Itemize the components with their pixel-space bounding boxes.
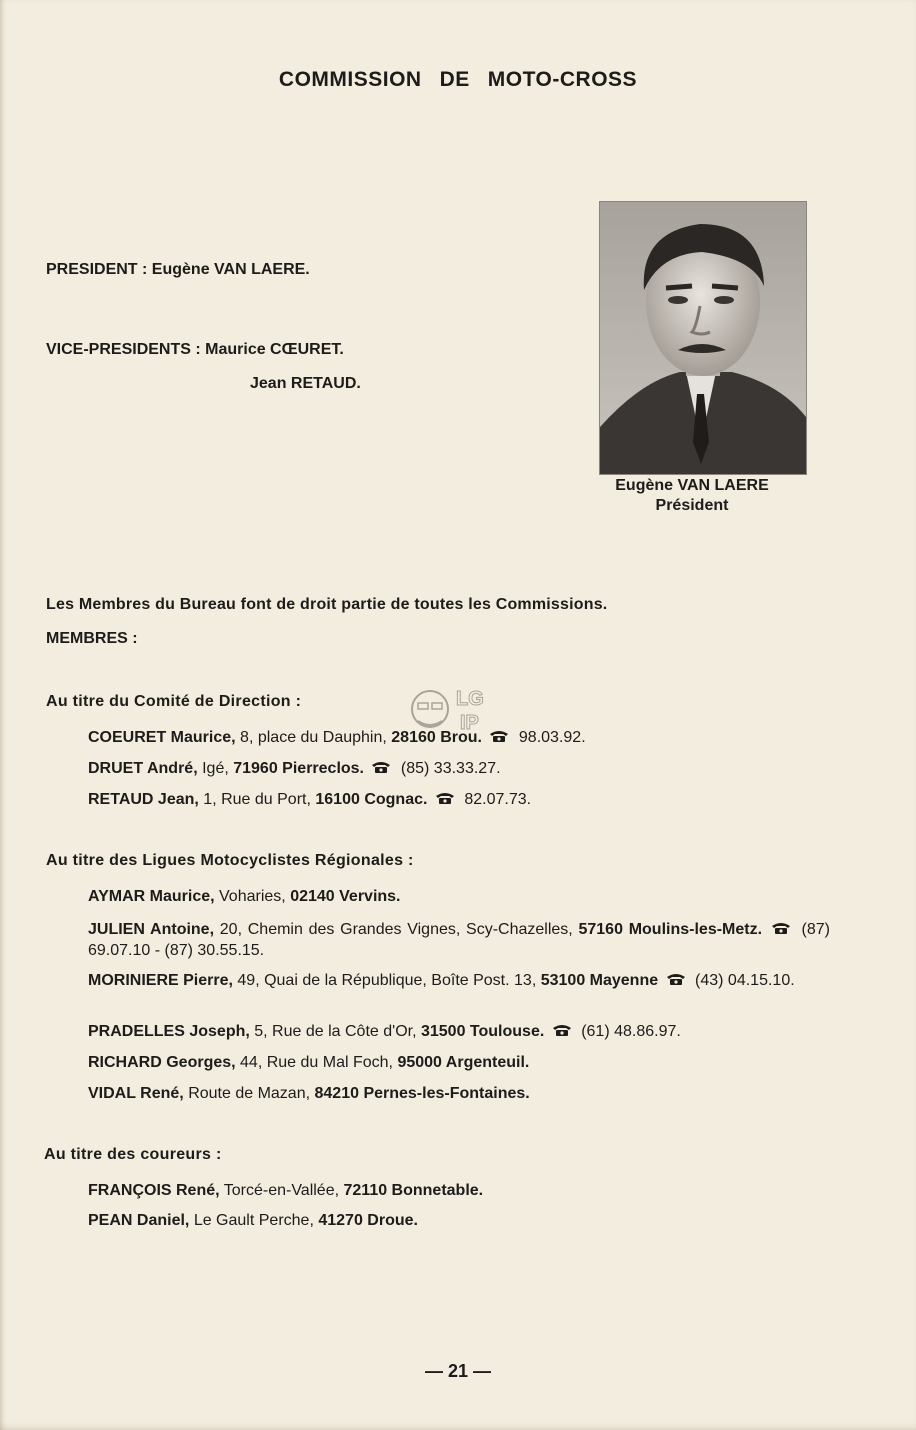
- membres-label: MEMBRES :: [46, 630, 138, 647]
- member-address: 49, Quai de la République, Boîte Post. 13,: [237, 972, 537, 989]
- vice-president-name-1: Maurice CŒURET.: [205, 341, 344, 358]
- title-word-3: MOTO-CROSS: [487, 68, 638, 91]
- title-word-1: COMMISSION: [278, 68, 422, 91]
- svg-text:IP: IP: [460, 712, 479, 734]
- member-address: 44, Rue du Mal Foch,: [240, 1054, 393, 1071]
- member-name: MORINIERE Pierre,: [88, 972, 233, 989]
- member-town: 57160 Moulins-les-Metz.: [578, 921, 763, 938]
- member-entry: [88, 886, 830, 907]
- member-town: 31500 Toulouse.: [420, 1023, 545, 1040]
- photo-caption-name: Eugène VAN LAERE: [615, 477, 769, 494]
- member-address: 5, Rue de la Côte d'Or,: [254, 1023, 417, 1040]
- telephone-icon: [665, 972, 687, 986]
- president-name: Eugène VAN LAERE.: [151, 261, 310, 278]
- member-name: FRANÇOIS René,: [88, 1182, 220, 1199]
- member-name: VIDAL René,: [88, 1085, 184, 1102]
- president-label: PRESIDENT :: [46, 261, 148, 278]
- president-line: [46, 261, 310, 279]
- telephone-icon: [770, 921, 792, 935]
- telephone-icon: [370, 760, 392, 774]
- member-entry: [88, 727, 830, 748]
- member-town: 41270 Droue.: [318, 1212, 418, 1229]
- member-name: RETAUD Jean,: [88, 791, 199, 808]
- member-name: RICHARD Georges,: [88, 1054, 236, 1071]
- member-name: PRADELLES Joseph,: [88, 1023, 250, 1040]
- member-address: Route de Mazan,: [188, 1085, 311, 1102]
- member-entry: [88, 970, 830, 991]
- member-town: 84210 Pernes-les-Fontaines.: [314, 1085, 530, 1102]
- member-phone: (61) 48.86.97.: [581, 1023, 681, 1040]
- svg-text:LG: LG: [456, 688, 484, 710]
- member-name: PEAN Daniel,: [88, 1212, 190, 1229]
- member-address: Torcé-en-Vallée,: [223, 1182, 340, 1199]
- vice-presidents-line: [46, 341, 344, 359]
- member-entry: [88, 1210, 830, 1231]
- member-entry: [88, 919, 830, 961]
- telephone-icon: [488, 729, 510, 743]
- member-address: Le Gault Perche,: [193, 1212, 314, 1229]
- portrait-image: [600, 202, 806, 474]
- president-portrait-photo: [599, 201, 807, 475]
- member-address: 8, place du Dauphin,: [240, 729, 387, 746]
- member-phone: (43) 04.15.10.: [695, 972, 795, 989]
- page-number: — 21 —: [424, 1361, 492, 1381]
- member-entry: [88, 789, 830, 810]
- member-town: 71960 Pierreclos.: [233, 760, 364, 777]
- vice-presidents-label: VICE-PRESIDENTS :: [46, 341, 201, 358]
- member-entry: [88, 1083, 830, 1104]
- member-entry: [88, 1021, 830, 1042]
- section-heading-comite: Au titre du Comité de Direction :: [46, 693, 302, 710]
- member-town: 95000 Argenteuil.: [397, 1054, 530, 1071]
- member-phone: 98.03.92.: [518, 729, 586, 746]
- member-entry: [88, 758, 830, 779]
- member-town: 28160 Brou.: [391, 729, 482, 746]
- member-address: 20, Chemin des Grandes Vignes, Scy-Chazelles,: [219, 921, 573, 938]
- telephone-icon: [551, 1023, 573, 1037]
- member-address: 1, Rue du Port,: [203, 791, 311, 808]
- photo-caption-role: Président: [655, 497, 729, 514]
- member-town: 02140 Vervins.: [290, 888, 401, 905]
- page-title: [0, 68, 916, 92]
- member-entry: [88, 1052, 830, 1073]
- member-phone: (85) 33.33.27.: [400, 760, 501, 777]
- member-name: DRUET André,: [88, 760, 198, 777]
- member-entry: [88, 1180, 830, 1201]
- telephone-icon: [434, 791, 456, 805]
- bureau-note: Les Membres du Bureau font de droit partie de toutes les Commissions.: [46, 596, 608, 613]
- member-town: 72110 Bonnetable.: [343, 1182, 484, 1199]
- member-name: COEURET Maurice,: [88, 729, 236, 746]
- member-phone: 82.07.73.: [464, 791, 532, 808]
- member-name: JULIEN Antoine,: [88, 921, 215, 938]
- member-town: 53100 Mayenne: [540, 972, 659, 989]
- member-name: AYMAR Maurice,: [88, 888, 215, 905]
- member-address: Igé,: [202, 760, 229, 777]
- section-heading-ligues: Au titre des Ligues Motocyclistes Régionales :: [46, 852, 414, 869]
- member-address: Voharies,: [219, 888, 286, 905]
- member-town: 16100 Cognac.: [315, 791, 428, 808]
- vice-president-name-2: Jean RETAUD.: [250, 375, 361, 392]
- member-phone: (87) 69.07.10 - (87) 30.55.15.: [88, 921, 830, 959]
- section-heading-coureurs: Au titre des coureurs :: [44, 1146, 222, 1163]
- title-word-2: DE: [439, 68, 470, 91]
